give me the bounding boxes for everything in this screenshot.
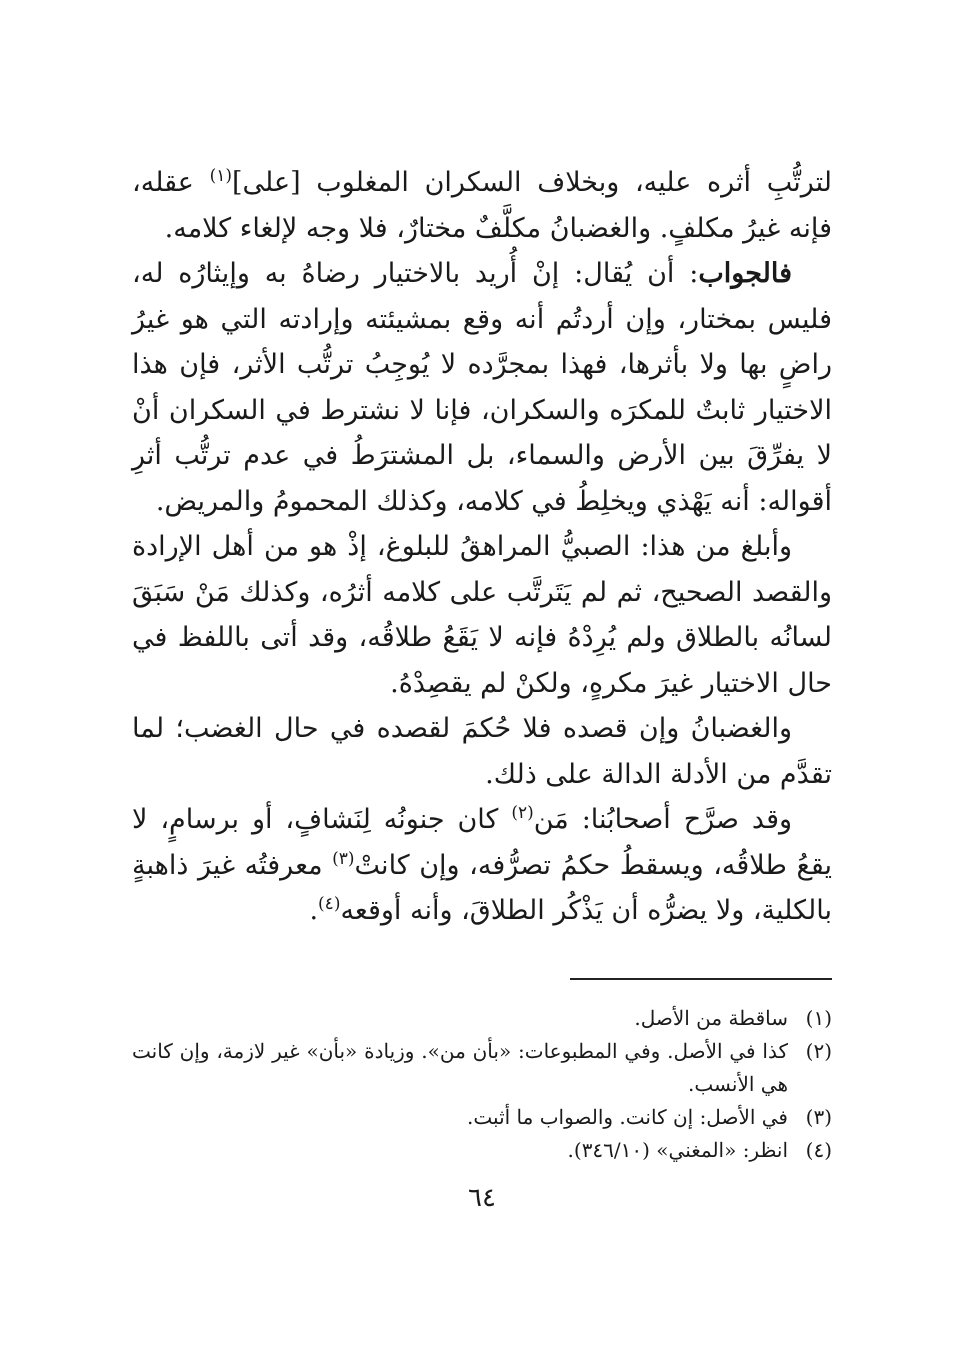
paragraph: [132, 524, 832, 706]
footnote: [132, 1101, 832, 1134]
page-number: ٦٤: [468, 1183, 496, 1213]
text-run: .: [309, 895, 319, 926]
document-page: [132, 160, 833, 1213]
paragraph: [132, 706, 832, 797]
footnote-text: ساقطة من الأصل.: [634, 1006, 788, 1030]
footnote-marker: (٢): [511, 803, 534, 823]
footnotes: [132, 1002, 832, 1167]
paragraph: [132, 251, 832, 524]
footnote-number: (٣): [805, 1105, 832, 1129]
paragraph: [132, 797, 832, 934]
footnote: [132, 1035, 832, 1101]
footnote-number: (١): [805, 1006, 832, 1030]
footnote: [132, 1134, 832, 1167]
main-text: [132, 160, 832, 934]
text-run: وأبلغ من هذا: الصبيُّ المراهقُ للبلوغ، إذْ هو من أهل الإرادة والقصد الصحيح، ثم لم يَتَرتَّب على كلامه أثرُه، وكذلك مَنْ سَبَقَ لسانُه بالطلاق ولم يُرِدْهُ فإنه لا يَقَعُ طلاقُه، وقد أتى باللفظ في حال الاختيار غيرَ مكرهٍ، ولكنْ لم يقصِدْهُ.: [132, 531, 832, 699]
paragraph: [132, 160, 832, 251]
footnote-separator: [570, 978, 832, 980]
footnote-text: كذا في الأصل. وفي المطبوعات: «بأن من». وزيادة «بأن» غير لازمة، وإن كانت هي الأنسب.: [132, 1039, 788, 1096]
text-run: وقد صرَّح أصحابُنا: مَن: [533, 804, 793, 835]
footnote-marker: (١): [209, 166, 232, 186]
text-run: لترتُّبِ أثره عليه، وبخلاف السكران المغلوب [على]: [231, 167, 833, 198]
text-run: : أن يُقال: إنْ أُريد بالاختيار رضاهُ به وإيثارُه له، فليس بمختار، وإن أردتُم أنه وقع بمشيئته وإرادته التي هو غيرُ راضٍ بها ولا بأثرها، فهذا بمجرَّده لا يُوجِبُ ترتُّب الأثر، فإن هذا الاختيار ثابتٌ للمكرَه والسكران، فإنا لا نشترط في السكران أنْ لا يفرِّقَ بين الأرض والسماء، بل المشترَطُ في عدم ترتُّب أثرِ أقواله: أنه يَهْذي ويخلِطُ في كلامه، وكذلك المحمومُ والمريض.: [132, 258, 832, 517]
footnote-number: (٤): [805, 1138, 832, 1162]
footnote-marker: (٣): [332, 848, 355, 869]
text-run: والغضبانُ وإن قصده فلا حُكمَ لقصده في حال الغضب؛ لما تقدَّم من الأدلة الدالة على ذلك.: [132, 713, 832, 790]
text-run: معرفتُه غيرَ ذاهبةٍ بالكلية، ولا يضرُّه أن يَذْكُر الطلاقَ، وأنه أوقعه: [132, 849, 832, 926]
bold-heading-word: فالجواب: [698, 258, 792, 289]
footnote-number: (٢): [805, 1039, 832, 1063]
footnote-text: في الأصل: إن كانت. والصواب ما أثبت.: [467, 1105, 788, 1129]
footnote-text: انظر: «المغني» (٣٤٦/١٠).: [567, 1138, 788, 1162]
text-run: كان جنونُه لِنَشافٍ، أو برسامٍ، لا يقعُ طلاقُه، ويسقطُ حكمُ تصرُّفه، وإن كانتْ: [132, 804, 832, 881]
footnote: [132, 1002, 832, 1035]
footnote-marker: (٤): [318, 894, 341, 914]
text-run: عقله، فإنه غيرُ مكلفٍ. والغضبانُ مكلَّفٌ مختارٌ، فلا وجه لإلغاء كلامه.: [132, 167, 832, 244]
